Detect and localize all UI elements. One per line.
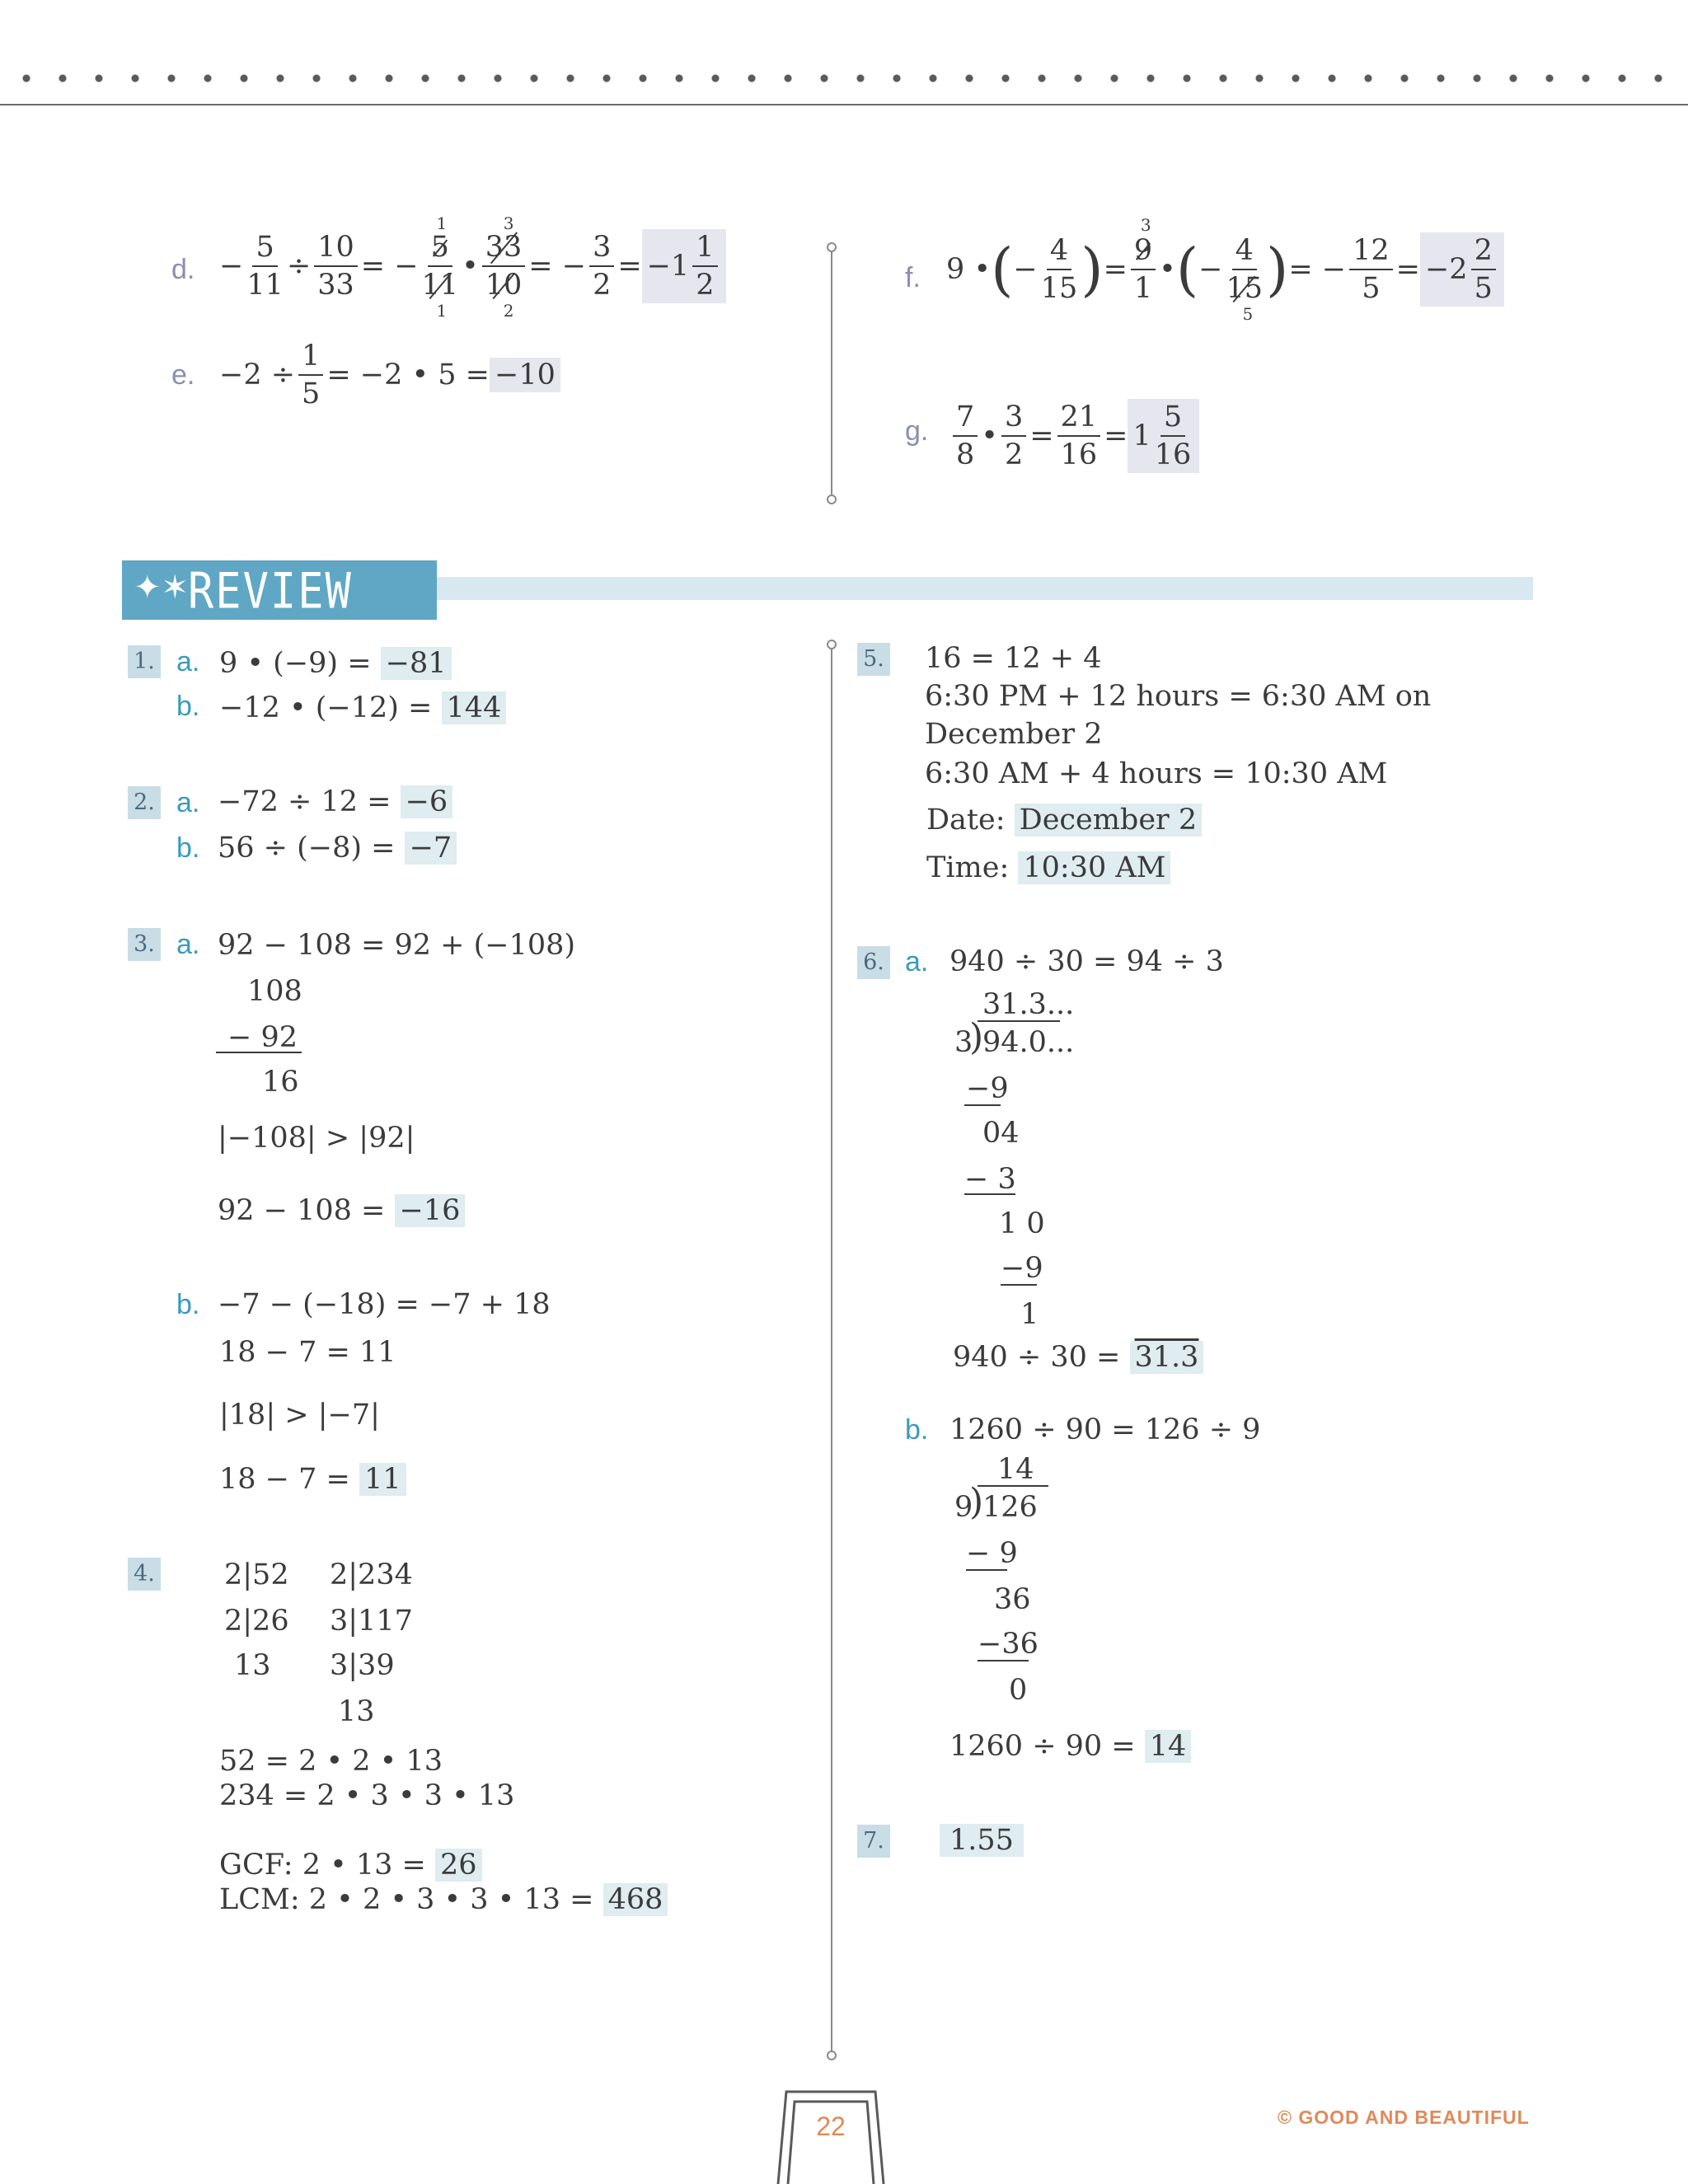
answer-d xyxy=(642,229,726,303)
division-step: − 3 xyxy=(964,1163,1016,1196)
cancel-note: 3 xyxy=(1140,215,1151,235)
q5-line3: December 2 xyxy=(925,718,1103,751)
label-g: g. xyxy=(905,415,929,447)
date-label: Date: xyxy=(926,804,1006,837)
header-rule xyxy=(0,104,1688,105)
sub-mid: − 92 xyxy=(227,1021,298,1054)
fraction-num: 7 xyxy=(953,399,978,437)
answer-whole: 1 xyxy=(1132,419,1151,452)
expr: −12 • (−12) = xyxy=(219,691,433,724)
gcf xyxy=(219,1848,482,1882)
q5-line2: 6:30 PM + 12 hours = 6:30 AM on xyxy=(925,680,1432,713)
label-1b: b. xyxy=(176,691,200,722)
divider-cap xyxy=(827,494,837,504)
divisor: 3 xyxy=(954,1026,973,1059)
expr: 940 ÷ 30 = xyxy=(953,1341,1121,1374)
q3a-final xyxy=(218,1193,465,1228)
division-step: −9 xyxy=(1001,1252,1043,1285)
answer-f xyxy=(1420,232,1504,307)
dividend: 94.0... xyxy=(982,1026,1075,1059)
step-rule xyxy=(978,1660,1029,1661)
question-number-4: 4. xyxy=(128,1558,161,1591)
dotted-border xyxy=(0,73,1688,84)
q2b xyxy=(218,831,457,865)
column-divider-review xyxy=(831,643,832,2055)
divider-cap xyxy=(827,242,837,252)
quotient: 31.3... xyxy=(982,988,1075,1021)
fraction-num: 3 xyxy=(589,229,614,267)
label-2a: a. xyxy=(176,787,200,818)
answer-num: 2 xyxy=(1471,232,1496,270)
cancel-note: 2 xyxy=(503,301,514,321)
label-e: e. xyxy=(171,359,195,391)
fraction-den: 11 xyxy=(421,269,459,302)
division-bar xyxy=(978,1485,1048,1487)
fraction-den: 5 xyxy=(302,377,321,410)
answer-num: 1 xyxy=(692,229,717,267)
q6a-expr: 940 ÷ 30 = 94 ÷ 3 xyxy=(950,945,1224,978)
division-step: 1 0 xyxy=(999,1207,1045,1240)
question-number-3: 3. xyxy=(128,928,161,961)
q5-line4: 6:30 AM + 4 hours = 10:30 AM xyxy=(925,757,1388,790)
divider-cap xyxy=(827,640,837,649)
label-f: f. xyxy=(905,262,921,293)
expr: GCF: 2 • 13 = xyxy=(219,1849,426,1882)
answer-lcm: 468 xyxy=(603,1883,668,1916)
answer-6a: 31.3 xyxy=(1130,1341,1204,1374)
answer-2a: −6 xyxy=(401,785,453,818)
expr: −72 ÷ 12 = xyxy=(218,785,392,818)
whole: 9 xyxy=(946,253,965,286)
answer-6b: 14 xyxy=(1145,1730,1192,1763)
fraction-num: 5 xyxy=(428,229,452,267)
question-number-2: 2. xyxy=(128,786,161,819)
question-number-5: 5. xyxy=(857,643,890,676)
factorization-234: 234 = 2 • 3 • 3 • 13 xyxy=(219,1779,515,1812)
q1b xyxy=(219,691,506,725)
column-divider-top xyxy=(831,246,832,501)
paren-bracket: ) xyxy=(969,1016,984,1058)
answer-gcf: 26 xyxy=(435,1849,482,1882)
answer-3b: 11 xyxy=(359,1463,406,1496)
divider-cap xyxy=(827,2050,837,2060)
time-label: Time: xyxy=(926,851,1010,884)
fraction-num: 9 xyxy=(1131,232,1156,270)
page-number: 22 xyxy=(816,2111,846,2141)
q3b-expr: −7 − (−18) = −7 + 18 xyxy=(218,1288,551,1321)
factor-step: 13 xyxy=(234,1649,271,1682)
review-banner-stripe xyxy=(429,577,1533,600)
step-rule xyxy=(1001,1284,1037,1286)
q6b-final xyxy=(950,1729,1191,1764)
review-title: REVIEW xyxy=(188,563,353,621)
division-step: 1 xyxy=(1020,1298,1039,1331)
q1a xyxy=(219,646,452,681)
label-d: d. xyxy=(171,254,195,285)
q3b-final xyxy=(219,1462,406,1497)
answer-whole: −2 xyxy=(1424,253,1468,286)
fraction-num: 33 xyxy=(482,229,526,267)
cancel-note: 1 xyxy=(436,213,448,233)
label-3a: a. xyxy=(176,929,200,960)
division-step: 04 xyxy=(982,1117,1020,1150)
abs-compare: |−108| > |92| xyxy=(218,1122,415,1155)
cancel-note: 5 xyxy=(1242,304,1254,324)
factor-step: 2|26 xyxy=(224,1605,289,1638)
label-1a: a. xyxy=(176,646,200,677)
factor-step: 3|117 xyxy=(330,1605,413,1638)
q6a-final xyxy=(953,1340,1203,1375)
answer-e: −10 xyxy=(490,358,560,392)
cancel-note: 1 xyxy=(436,301,448,321)
expr: 92 − 108 = xyxy=(218,1194,386,1227)
step-rule xyxy=(966,1569,1007,1571)
cancel-note: 3 xyxy=(503,213,514,233)
fraction-den: 10 xyxy=(485,269,523,302)
label-3b: b. xyxy=(176,1289,200,1320)
fraction-num: 10 xyxy=(314,229,358,267)
answer-1a: −81 xyxy=(381,647,452,680)
fraction-den: 2 xyxy=(593,269,612,302)
dividend: 126 xyxy=(982,1491,1038,1524)
label-6b: b. xyxy=(905,1414,929,1446)
division-step: 0 xyxy=(1009,1674,1028,1707)
factor-step: 13 xyxy=(338,1695,375,1728)
answer-time: 10:30 AM xyxy=(1018,851,1170,884)
fraction-num: 4 xyxy=(1047,232,1071,270)
q5-date xyxy=(926,803,1202,837)
fraction-den: 2 xyxy=(1004,438,1024,471)
q6b-expr: 1260 ÷ 90 = 126 ÷ 9 xyxy=(950,1413,1261,1446)
fraction-den: 5 xyxy=(1362,272,1381,305)
step-rule xyxy=(964,1193,1015,1195)
question-number-6: 6. xyxy=(857,946,890,979)
fraction-num: 5 xyxy=(252,229,277,267)
answer-den: 5 xyxy=(1474,272,1493,305)
sub-rule xyxy=(216,1052,302,1053)
answer-num: 5 xyxy=(1160,399,1185,437)
fraction-den: 16 xyxy=(1060,438,1098,471)
fraction-den: 1 xyxy=(1133,272,1153,305)
fraction-num: 4 xyxy=(1232,232,1257,270)
expr: 9 • (−9) = xyxy=(219,647,372,680)
answer-7: 1.55 xyxy=(940,1824,1024,1857)
question-number-7: 7. xyxy=(857,1825,890,1858)
fraction-num: 21 xyxy=(1057,399,1101,437)
expr: 18 − 7 = xyxy=(219,1463,350,1496)
division-step: −9 xyxy=(966,1072,1009,1105)
label-6a: a. xyxy=(905,946,929,977)
abs-compare: |18| > |−7| xyxy=(219,1399,380,1432)
fraction-num: 1 xyxy=(298,338,323,376)
fraction-den: 33 xyxy=(317,269,354,302)
divisor: 9 xyxy=(954,1491,973,1524)
q3b-line2: 18 − 7 = 11 xyxy=(219,1336,396,1369)
step-rule xyxy=(964,1104,1001,1106)
fraction-den: 15 xyxy=(1226,272,1264,305)
lcm xyxy=(219,1882,668,1917)
question-number-1: 1. xyxy=(128,645,161,678)
fraction-den: 8 xyxy=(956,438,975,471)
answer-den: 2 xyxy=(696,269,715,302)
paren-bracket: ) xyxy=(969,1481,984,1523)
star-icon: ✦✶ xyxy=(134,569,190,607)
expr: LCM: 2 • 2 • 3 • 3 • 13 = xyxy=(219,1883,594,1916)
sub-top: 108 xyxy=(247,975,302,1008)
answer-3a: −16 xyxy=(395,1194,466,1227)
division-step: 36 xyxy=(994,1583,1031,1616)
factor-step: 2|234 xyxy=(330,1558,413,1591)
division-step: − 9 xyxy=(966,1537,1018,1570)
expr: −2 ÷ xyxy=(219,359,296,391)
q2a xyxy=(218,785,452,819)
fraction-num: 3 xyxy=(1001,399,1026,437)
q3a-expr: 92 − 108 = 92 + (−108) xyxy=(218,929,576,962)
division-bar xyxy=(978,1020,1060,1022)
answer-den: 16 xyxy=(1154,438,1192,471)
expr: = −2 • 5 = xyxy=(326,359,490,391)
quotient: 14 xyxy=(997,1453,1034,1486)
factor-step: 3|39 xyxy=(330,1649,395,1682)
answer-1b: 144 xyxy=(442,691,507,724)
answer-g xyxy=(1128,399,1199,473)
expr: 1260 ÷ 90 = xyxy=(950,1730,1136,1763)
sub-result: 16 xyxy=(262,1066,299,1099)
answer-whole: −1 xyxy=(646,250,690,283)
label-2b: b. xyxy=(176,832,200,864)
division-step: −36 xyxy=(978,1628,1039,1661)
factorization-52: 52 = 2 • 2 • 13 xyxy=(219,1745,443,1778)
fraction-num: 12 xyxy=(1349,232,1393,270)
expr: 56 ÷ (−8) = xyxy=(218,832,396,865)
copyright: © GOOD AND BEAUTIFUL xyxy=(1278,2107,1530,2128)
answer-date: December 2 xyxy=(1015,804,1203,837)
fraction-den: 11 xyxy=(246,269,284,302)
answer-2b: −7 xyxy=(405,832,457,865)
q5-line1: 16 = 12 + 4 xyxy=(925,642,1102,675)
factor-step: 2|52 xyxy=(224,1558,289,1591)
q7-answer xyxy=(940,1823,1024,1858)
fraction-den: 15 xyxy=(1040,272,1078,305)
review-banner xyxy=(122,560,437,620)
q5-time xyxy=(926,851,1170,885)
